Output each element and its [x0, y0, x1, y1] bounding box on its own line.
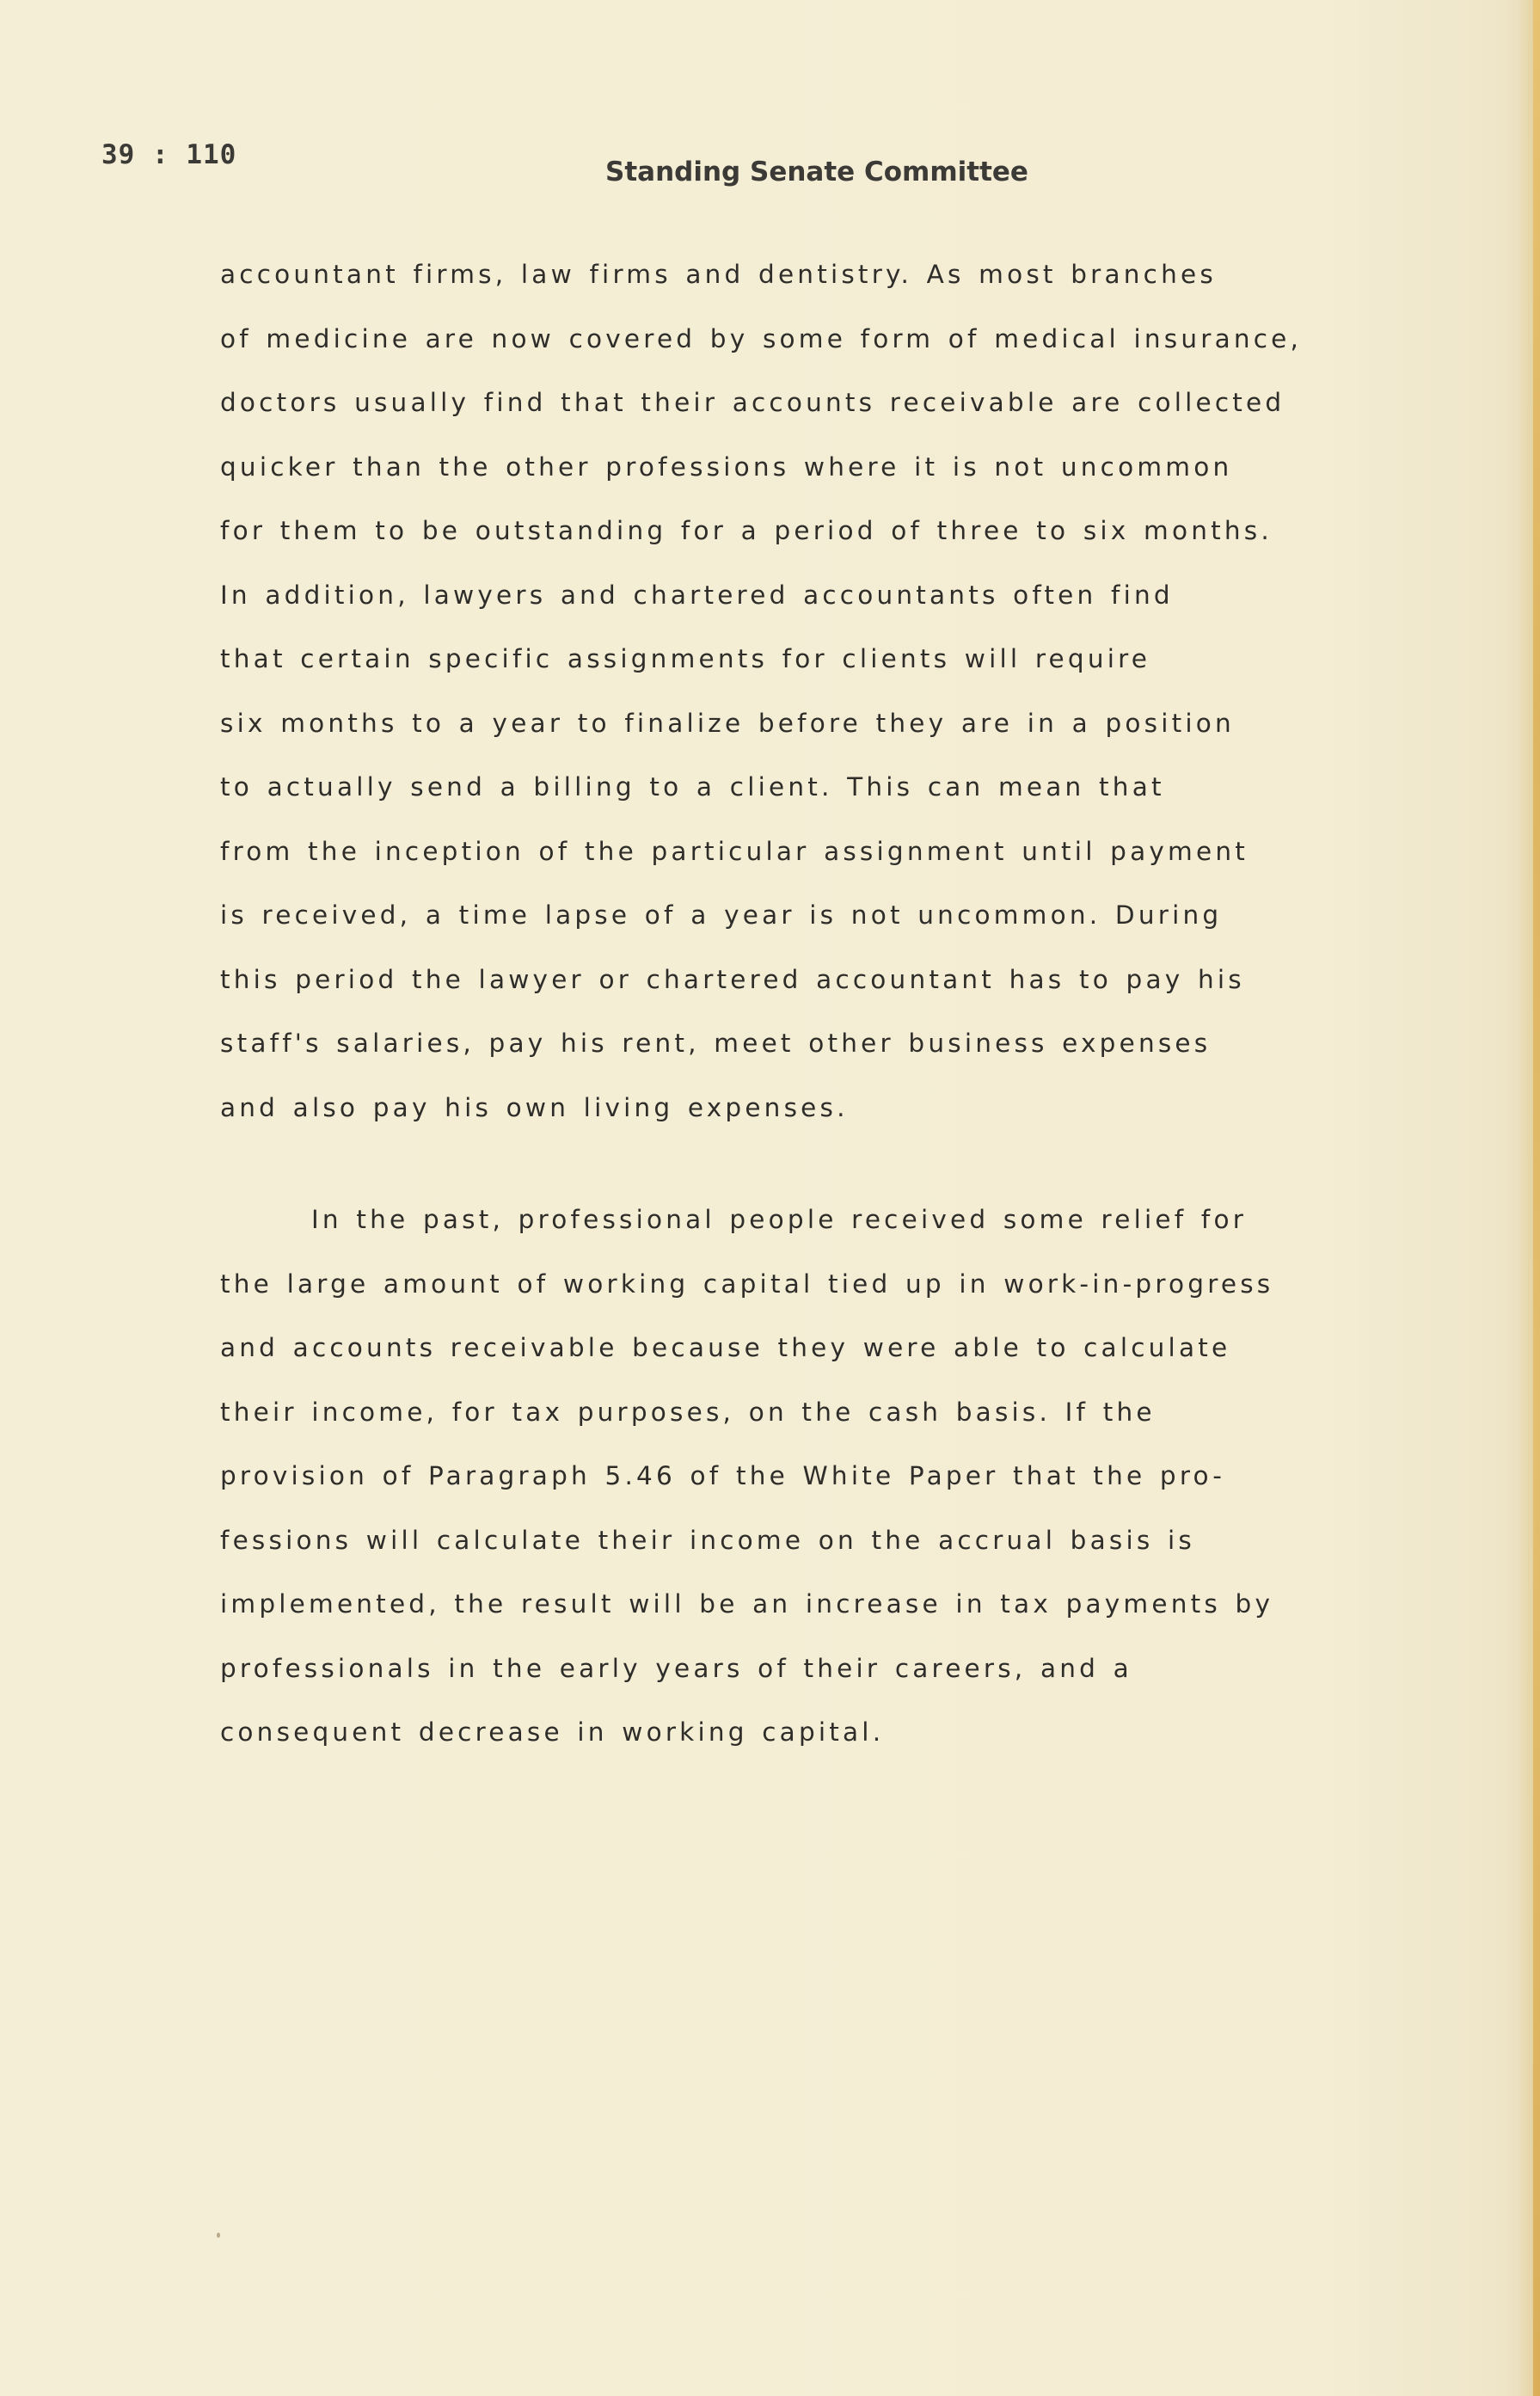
- paragraph-2: [220, 1188, 1450, 1765]
- text-line: of medicine are now covered by some form of medical insurance,: [220, 323, 1303, 353]
- text-line: doctors usually find that their accounts receivable are collected: [220, 388, 1285, 417]
- text-line: this period the lawyer or chartered accountant has to pay his: [220, 964, 1245, 994]
- text-line: professionals in the early years of their careers, and a: [220, 1653, 1132, 1683]
- text-line: In addition, lawyers and chartered accountants often find: [220, 580, 1174, 610]
- text-line: is received, a time lapse of a year is not uncommon. During: [220, 900, 1223, 930]
- text-line: and accounts receivable because they were able to calculate: [220, 1333, 1231, 1362]
- page-number: 39 : 110: [101, 139, 237, 170]
- paragraph-1: [220, 243, 1450, 1140]
- text-line: quicker than the other professions where it is not uncommon: [220, 452, 1233, 482]
- text-line: fessions will calculate their income on the accrual basis is: [220, 1525, 1195, 1555]
- text-line: accountant firms, law firms and dentistry. As most branches: [220, 260, 1217, 289]
- text-line: and also pay his own living expenses.: [220, 1092, 849, 1122]
- running-header-title: Standing Senate Committee: [605, 157, 1028, 187]
- text-line: provision of Paragraph 5.46 of the White Paper that the pro-: [220, 1461, 1226, 1490]
- text-line: six months to a year to finalize before they are in a position: [220, 708, 1235, 738]
- text-line: the large amount of working capital tied up in work-in-progress: [220, 1269, 1274, 1299]
- text-line: In the past, professional people received some relief for: [311, 1205, 1248, 1234]
- text-line: staff's salaries, pay his rent, meet other business expenses: [220, 1029, 1212, 1058]
- page-edge-tab: [1533, 0, 1540, 2396]
- paper-speck: [217, 2233, 220, 2238]
- text-line: to actually send a billing to a client. This can mean that: [220, 772, 1165, 802]
- text-line: that certain specific assignments for clients will require: [220, 644, 1151, 673]
- text-line: implemented, the result will be an increase in tax payments by: [220, 1589, 1274, 1619]
- text-line: their income, for tax purposes, on the cash basis. If the: [220, 1397, 1156, 1427]
- text-line: for them to be outstanding for a period of three to six months.: [220, 516, 1273, 545]
- body-text: [220, 243, 1450, 1765]
- text-line: consequent decrease in working capital.: [220, 1717, 885, 1747]
- text-line: from the inception of the particular assignment until payment: [220, 836, 1249, 866]
